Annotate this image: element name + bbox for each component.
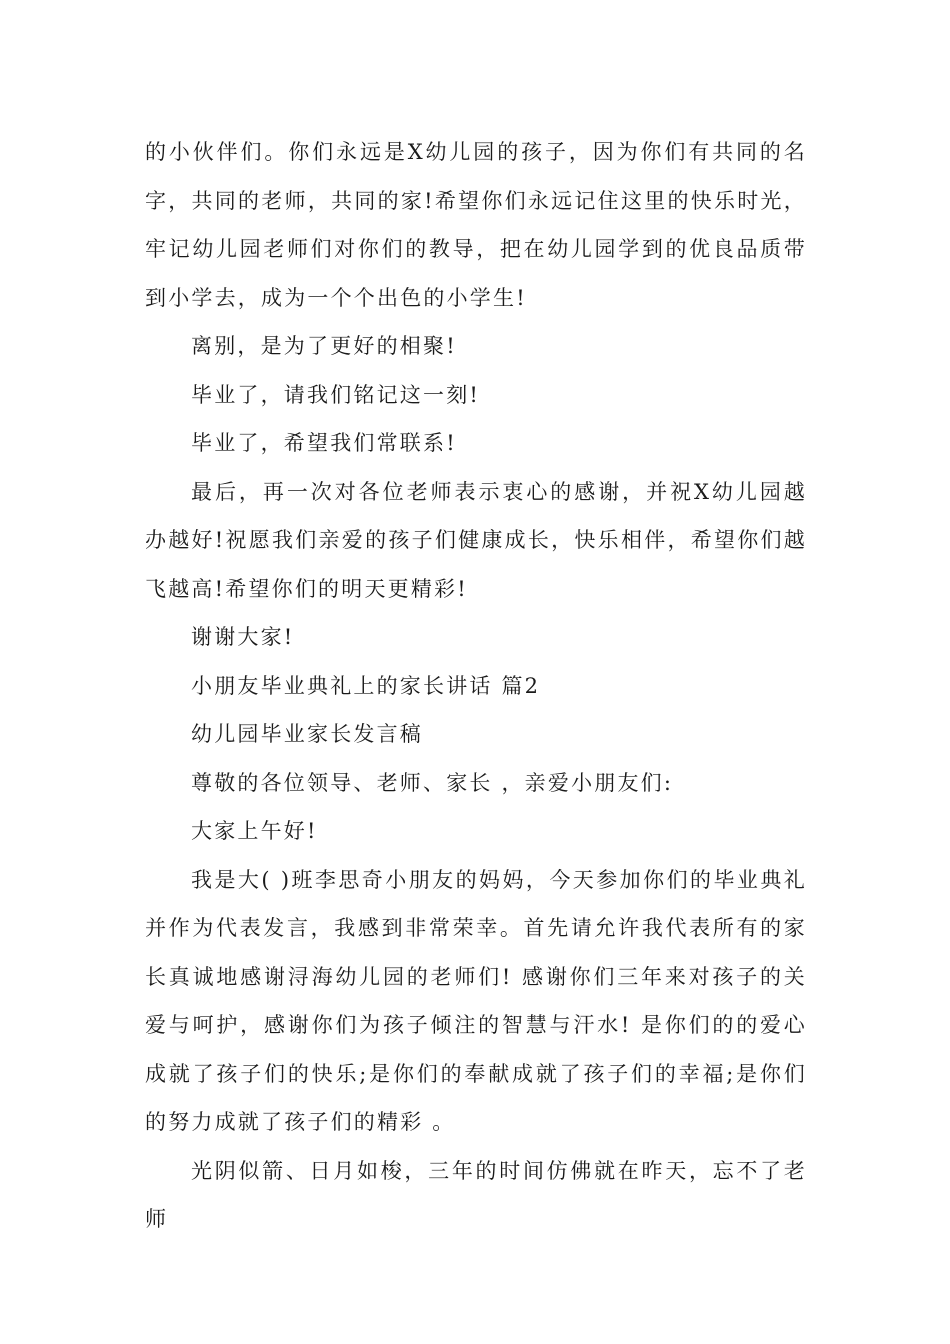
document-body (145, 128, 807, 1244)
salutation: 尊敬的各位领导、老师、家长 ，亲爱小朋友们: (191, 770, 674, 795)
paragraph-1: 的小伙伴们。你们永远是X幼儿园的孩子，因为你们有共同的名字，共同的老师，共同的家!希望你们永远记住这里的快乐时光，牢记幼儿园老师们对你们的教导，把在幼儿园学到的优良品质带到小学去，成为一个个出色的小学生! (145, 140, 807, 310)
paragraph-6: 谢谢大家! (191, 625, 295, 649)
greeting: 大家上午好! (191, 819, 318, 843)
paragraph-4: 毕业了，希望我们常联系! (191, 431, 457, 455)
paragraph-11: 我是大( )班李思奇小朋友的妈妈，今天参加你们的毕业典礼并作为代表发言，我感到非常荣幸。首先请允许我代表所有的家长真诚地感谢浔海幼儿园的老师们! 感谢你们三年来对孩子的关爱与呵护，感谢你们为孩子倾注的智慧与汗水! 是你们的的爱心成就了孩子们的快乐;是你们的奉献成就了孩子们的幸福;是你们的努力成就了孩子们的精彩 。 (145, 867, 807, 1134)
paragraph-3: 毕业了，请我们铭记这一刻! (191, 382, 481, 407)
paragraph-12: 光阴似箭、日月如梭，三年的时间仿佛就在昨天，忘不了老师 (145, 1158, 807, 1231)
paragraph-2: 离别，是为了更好的相聚! (191, 334, 457, 358)
paragraph-5: 最后，再一次对各位老师表示衷心的感谢，并祝X幼儿园越办越好!祝愿我们亲爱的孩子们健康成长，快乐相伴，希望你们越飞越高!希望你们的明天更精彩! (145, 479, 807, 601)
speech-title: 幼儿园毕业家长发言稿 (191, 722, 423, 746)
section-heading: 小朋友毕业典礼上的家长讲话 篇2 (191, 673, 541, 698)
